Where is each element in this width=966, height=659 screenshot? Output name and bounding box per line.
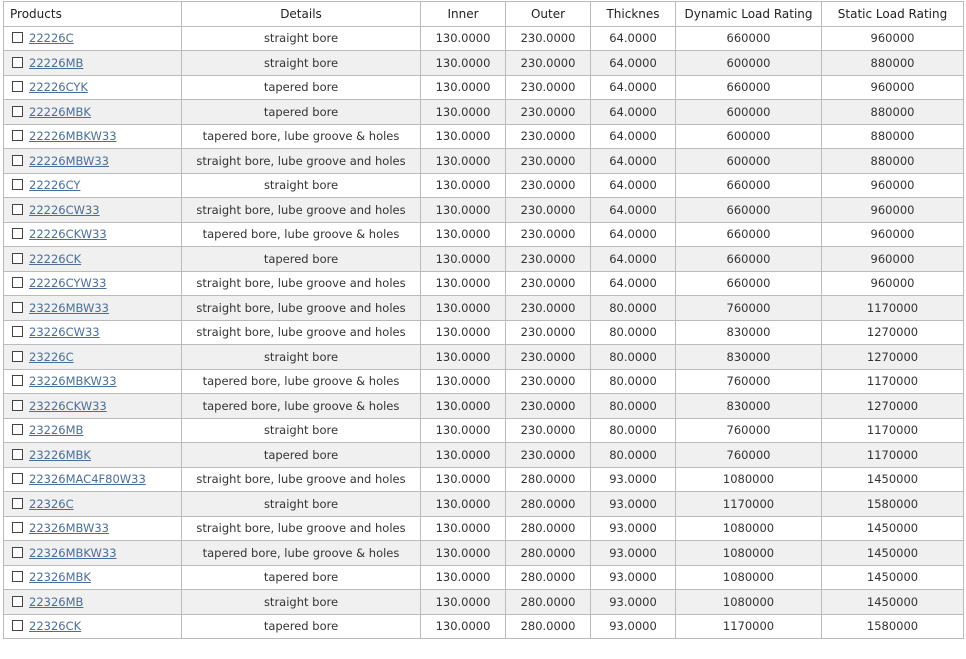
header-row [4, 2, 964, 27]
product-checkbox[interactable] [12, 228, 23, 239]
inner-cell: 130.0000 [421, 590, 506, 615]
product-checkbox[interactable] [12, 326, 23, 337]
dynamic-load-rating-cell: 1080000 [676, 565, 822, 590]
static-load-rating-cell: 1170000 [822, 418, 964, 443]
product-link[interactable]: 22326MBKW33 [29, 545, 117, 560]
details-cell: straight bore, lube groove and holes [182, 198, 421, 223]
products-table [3, 1, 964, 639]
thickness-cell: 80.0000 [591, 345, 676, 370]
product-cell [4, 26, 182, 51]
dynamic-load-rating-cell: 1080000 [676, 516, 822, 541]
thickness-cell: 80.0000 [591, 418, 676, 443]
inner-cell: 130.0000 [421, 296, 506, 321]
dynamic-load-rating-cell: 660000 [676, 247, 822, 272]
column-header-products[interactable]: Products [4, 2, 182, 27]
product-link[interactable]: 22226MB [29, 55, 84, 70]
outer-cell: 230.0000 [506, 198, 591, 223]
dynamic-load-rating-cell: 760000 [676, 418, 822, 443]
product-checkbox[interactable] [12, 302, 23, 313]
table-row [4, 492, 964, 517]
thickness-cell: 64.0000 [591, 247, 676, 272]
product-link[interactable]: 22326CK [29, 619, 82, 634]
details-cell: tapered bore [182, 614, 421, 639]
product-checkbox[interactable] [12, 32, 23, 43]
product-link[interactable]: 22326MBK [29, 570, 91, 585]
inner-cell: 130.0000 [421, 26, 506, 51]
product-cell [4, 467, 182, 492]
static-load-rating-cell: 880000 [822, 124, 964, 149]
product-checkbox[interactable] [12, 130, 23, 141]
outer-cell: 230.0000 [506, 173, 591, 198]
static-load-rating-cell: 1580000 [822, 614, 964, 639]
product-checkbox[interactable] [12, 179, 23, 190]
inner-cell: 130.0000 [421, 565, 506, 590]
product-checkbox[interactable] [12, 449, 23, 460]
dynamic-load-rating-cell: 600000 [676, 51, 822, 76]
product-link[interactable]: 22226C [29, 31, 74, 46]
static-load-rating-cell: 960000 [822, 173, 964, 198]
static-load-rating-cell: 1170000 [822, 443, 964, 468]
static-load-rating-cell: 960000 [822, 271, 964, 296]
table-row [4, 394, 964, 419]
outer-cell: 230.0000 [506, 75, 591, 100]
product-link[interactable]: 22226CK [29, 251, 82, 266]
thickness-cell: 93.0000 [591, 590, 676, 615]
dynamic-load-rating-cell: 660000 [676, 271, 822, 296]
inner-cell: 130.0000 [421, 443, 506, 468]
dynamic-load-rating-cell: 600000 [676, 149, 822, 174]
table-row [4, 51, 964, 76]
thickness-cell: 80.0000 [591, 394, 676, 419]
outer-cell: 230.0000 [506, 418, 591, 443]
column-header-static-load-rating[interactable]: Static Load Rating [822, 2, 964, 27]
outer-cell: 230.0000 [506, 222, 591, 247]
thickness-cell: 93.0000 [591, 467, 676, 492]
product-cell [4, 492, 182, 517]
details-cell: straight bore, lube groove and holes [182, 467, 421, 492]
dynamic-load-rating-cell: 660000 [676, 75, 822, 100]
dynamic-load-rating-cell: 1170000 [676, 614, 822, 639]
dynamic-load-rating-cell: 760000 [676, 369, 822, 394]
details-cell: tapered bore, lube groove & holes [182, 124, 421, 149]
thickness-cell: 93.0000 [591, 492, 676, 517]
static-load-rating-cell: 960000 [822, 198, 964, 223]
outer-cell: 230.0000 [506, 320, 591, 345]
product-link[interactable]: 22226MBK [29, 104, 91, 119]
details-cell: straight bore [182, 345, 421, 370]
product-link[interactable]: 22226CW33 [29, 202, 100, 217]
dynamic-load-rating-cell: 830000 [676, 394, 822, 419]
inner-cell: 130.0000 [421, 394, 506, 419]
details-cell: tapered bore [182, 75, 421, 100]
thickness-cell: 64.0000 [591, 271, 676, 296]
product-checkbox[interactable] [12, 596, 23, 607]
inner-cell: 130.0000 [421, 516, 506, 541]
thickness-cell: 64.0000 [591, 149, 676, 174]
column-header-thickness[interactable]: Thicknes [591, 2, 676, 27]
static-load-rating-cell: 1450000 [822, 565, 964, 590]
inner-cell: 130.0000 [421, 51, 506, 76]
details-cell: straight bore, lube groove and holes [182, 149, 421, 174]
product-link[interactable]: 23226MBW33 [29, 300, 109, 315]
static-load-rating-cell: 1270000 [822, 394, 964, 419]
static-load-rating-cell: 1450000 [822, 590, 964, 615]
product-cell [4, 222, 182, 247]
product-link[interactable]: 23226C [29, 349, 74, 364]
thickness-cell: 64.0000 [591, 198, 676, 223]
product-checkbox[interactable] [12, 57, 23, 68]
thickness-cell: 64.0000 [591, 173, 676, 198]
static-load-rating-cell: 1170000 [822, 369, 964, 394]
static-load-rating-cell: 880000 [822, 149, 964, 174]
table-row [4, 75, 964, 100]
details-cell: straight bore, lube groove and holes [182, 296, 421, 321]
dynamic-load-rating-cell: 830000 [676, 345, 822, 370]
product-cell [4, 51, 182, 76]
dynamic-load-rating-cell: 1080000 [676, 467, 822, 492]
product-link[interactable]: 23226MB [29, 423, 84, 438]
product-checkbox[interactable] [12, 498, 23, 509]
product-cell [4, 149, 182, 174]
product-checkbox[interactable] [12, 400, 23, 411]
inner-cell: 130.0000 [421, 247, 506, 272]
table-row [4, 467, 964, 492]
product-link[interactable]: 22226CKW33 [29, 227, 107, 242]
outer-cell: 280.0000 [506, 492, 591, 517]
outer-cell: 280.0000 [506, 614, 591, 639]
product-cell [4, 198, 182, 223]
product-link[interactable]: 23226CW33 [29, 325, 100, 340]
product-cell [4, 173, 182, 198]
static-load-rating-cell: 880000 [822, 51, 964, 76]
outer-cell: 230.0000 [506, 149, 591, 174]
outer-cell: 230.0000 [506, 345, 591, 370]
column-header-outer[interactable]: Outer [506, 2, 591, 27]
product-cell [4, 590, 182, 615]
product-checkbox[interactable] [12, 547, 23, 558]
thickness-cell: 80.0000 [591, 369, 676, 394]
dynamic-load-rating-cell: 1080000 [676, 590, 822, 615]
details-cell: tapered bore, lube groove & holes [182, 541, 421, 566]
table-row [4, 590, 964, 615]
details-cell: tapered bore, lube groove & holes [182, 222, 421, 247]
thickness-cell: 93.0000 [591, 516, 676, 541]
details-cell: tapered bore [182, 443, 421, 468]
thickness-cell: 80.0000 [591, 320, 676, 345]
details-cell: straight bore [182, 173, 421, 198]
thickness-cell: 80.0000 [591, 443, 676, 468]
table-row [4, 443, 964, 468]
product-checkbox[interactable] [12, 620, 23, 631]
static-load-rating-cell: 960000 [822, 222, 964, 247]
details-cell: straight bore [182, 492, 421, 517]
dynamic-load-rating-cell: 660000 [676, 26, 822, 51]
static-load-rating-cell: 1170000 [822, 296, 964, 321]
product-checkbox[interactable] [12, 277, 23, 288]
outer-cell: 230.0000 [506, 369, 591, 394]
static-load-rating-cell: 1580000 [822, 492, 964, 517]
table-row [4, 124, 964, 149]
product-link[interactable]: 22226MBW33 [29, 153, 109, 168]
product-checkbox[interactable] [12, 81, 23, 92]
details-cell: straight bore, lube groove and holes [182, 320, 421, 345]
table-row [4, 222, 964, 247]
product-cell [4, 614, 182, 639]
static-load-rating-cell: 1270000 [822, 320, 964, 345]
product-checkbox[interactable] [12, 473, 23, 484]
table-header [4, 2, 964, 27]
inner-cell: 130.0000 [421, 467, 506, 492]
column-header-dynamic-load-rating[interactable]: Dynamic Load Rating [676, 2, 822, 27]
details-cell: tapered bore [182, 565, 421, 590]
table-row [4, 26, 964, 51]
inner-cell: 130.0000 [421, 75, 506, 100]
inner-cell: 130.0000 [421, 614, 506, 639]
product-link[interactable]: 22326C [29, 496, 74, 511]
details-cell: tapered bore [182, 100, 421, 125]
product-checkbox[interactable] [12, 106, 23, 117]
product-cell [4, 345, 182, 370]
dynamic-load-rating-cell: 1170000 [676, 492, 822, 517]
table-row [4, 247, 964, 272]
dynamic-load-rating-cell: 830000 [676, 320, 822, 345]
thickness-cell: 64.0000 [591, 51, 676, 76]
product-cell [4, 124, 182, 149]
product-link[interactable]: 22226CYW33 [29, 276, 107, 291]
product-link[interactable]: 22326MBW33 [29, 521, 109, 536]
thickness-cell: 64.0000 [591, 222, 676, 247]
product-link[interactable]: 22226CY [29, 178, 81, 193]
table-row [4, 173, 964, 198]
product-cell [4, 271, 182, 296]
thickness-cell: 93.0000 [591, 565, 676, 590]
outer-cell: 230.0000 [506, 124, 591, 149]
product-cell [4, 418, 182, 443]
inner-cell: 130.0000 [421, 149, 506, 174]
product-cell [4, 296, 182, 321]
inner-cell: 130.0000 [421, 418, 506, 443]
outer-cell: 230.0000 [506, 100, 591, 125]
details-cell: straight bore [182, 590, 421, 615]
product-cell [4, 394, 182, 419]
product-link[interactable]: 23226CKW33 [29, 398, 107, 413]
dynamic-load-rating-cell: 760000 [676, 443, 822, 468]
product-cell [4, 247, 182, 272]
table-row [4, 516, 964, 541]
table-row [4, 345, 964, 370]
product-link[interactable]: 23226MBKW33 [29, 374, 117, 389]
static-load-rating-cell: 960000 [822, 75, 964, 100]
thickness-cell: 64.0000 [591, 26, 676, 51]
product-checkbox[interactable] [12, 571, 23, 582]
details-cell: straight bore [182, 418, 421, 443]
table-row [4, 541, 964, 566]
product-checkbox[interactable] [12, 375, 23, 386]
product-cell [4, 320, 182, 345]
dynamic-load-rating-cell: 600000 [676, 100, 822, 125]
table-row [4, 100, 964, 125]
outer-cell: 230.0000 [506, 247, 591, 272]
outer-cell: 280.0000 [506, 467, 591, 492]
inner-cell: 130.0000 [421, 369, 506, 394]
product-checkbox[interactable] [12, 155, 23, 166]
product-link[interactable]: 22226MBKW33 [29, 129, 117, 144]
product-link[interactable]: 23226MBK [29, 447, 91, 462]
product-checkbox[interactable] [12, 522, 23, 533]
product-cell [4, 75, 182, 100]
product-cell [4, 541, 182, 566]
thickness-cell: 64.0000 [591, 100, 676, 125]
thickness-cell: 93.0000 [591, 541, 676, 566]
inner-cell: 130.0000 [421, 222, 506, 247]
details-cell: tapered bore, lube groove & holes [182, 394, 421, 419]
table-row [4, 565, 964, 590]
details-cell: straight bore, lube groove and holes [182, 516, 421, 541]
outer-cell: 230.0000 [506, 271, 591, 296]
product-link[interactable]: 22326MB [29, 594, 84, 609]
product-link[interactable]: 22226CYK [29, 80, 88, 95]
details-cell: straight bore, lube groove and holes [182, 271, 421, 296]
inner-cell: 130.0000 [421, 492, 506, 517]
outer-cell: 230.0000 [506, 296, 591, 321]
table-row [4, 271, 964, 296]
table-row [4, 369, 964, 394]
thickness-cell: 64.0000 [591, 75, 676, 100]
outer-cell: 280.0000 [506, 590, 591, 615]
dynamic-load-rating-cell: 660000 [676, 198, 822, 223]
inner-cell: 130.0000 [421, 198, 506, 223]
dynamic-load-rating-cell: 1080000 [676, 541, 822, 566]
inner-cell: 130.0000 [421, 320, 506, 345]
thickness-cell: 93.0000 [591, 614, 676, 639]
inner-cell: 130.0000 [421, 541, 506, 566]
details-cell: tapered bore [182, 247, 421, 272]
product-cell [4, 100, 182, 125]
outer-cell: 280.0000 [506, 516, 591, 541]
column-header-details[interactable]: Details [182, 2, 421, 27]
thickness-cell: 80.0000 [591, 296, 676, 321]
dynamic-load-rating-cell: 660000 [676, 222, 822, 247]
product-checkbox[interactable] [12, 424, 23, 435]
outer-cell: 230.0000 [506, 51, 591, 76]
inner-cell: 130.0000 [421, 124, 506, 149]
product-checkbox[interactable] [12, 204, 23, 215]
details-cell: tapered bore, lube groove & holes [182, 369, 421, 394]
static-load-rating-cell: 1270000 [822, 345, 964, 370]
table-row [4, 614, 964, 639]
static-load-rating-cell: 1450000 [822, 467, 964, 492]
product-link[interactable]: 22326MAC4F80W33 [29, 472, 146, 487]
outer-cell: 230.0000 [506, 443, 591, 468]
static-load-rating-cell: 1450000 [822, 516, 964, 541]
table-row [4, 296, 964, 321]
static-load-rating-cell: 880000 [822, 100, 964, 125]
table-row [4, 418, 964, 443]
product-cell [4, 565, 182, 590]
product-checkbox[interactable] [12, 253, 23, 264]
outer-cell: 280.0000 [506, 541, 591, 566]
thickness-cell: 64.0000 [591, 124, 676, 149]
dynamic-load-rating-cell: 660000 [676, 173, 822, 198]
product-cell [4, 369, 182, 394]
dynamic-load-rating-cell: 600000 [676, 124, 822, 149]
product-cell [4, 443, 182, 468]
static-load-rating-cell: 960000 [822, 26, 964, 51]
outer-cell: 230.0000 [506, 26, 591, 51]
inner-cell: 130.0000 [421, 173, 506, 198]
inner-cell: 130.0000 [421, 345, 506, 370]
static-load-rating-cell: 960000 [822, 247, 964, 272]
table-row [4, 320, 964, 345]
details-cell: straight bore [182, 26, 421, 51]
column-header-inner[interactable]: Inner [421, 2, 506, 27]
details-cell: straight bore [182, 51, 421, 76]
outer-cell: 230.0000 [506, 394, 591, 419]
product-checkbox[interactable] [12, 351, 23, 362]
inner-cell: 130.0000 [421, 271, 506, 296]
table-body [4, 26, 964, 639]
outer-cell: 280.0000 [506, 565, 591, 590]
product-cell [4, 516, 182, 541]
dynamic-load-rating-cell: 760000 [676, 296, 822, 321]
table-row [4, 149, 964, 174]
table-row [4, 198, 964, 223]
inner-cell: 130.0000 [421, 100, 506, 125]
static-load-rating-cell: 1450000 [822, 541, 964, 566]
